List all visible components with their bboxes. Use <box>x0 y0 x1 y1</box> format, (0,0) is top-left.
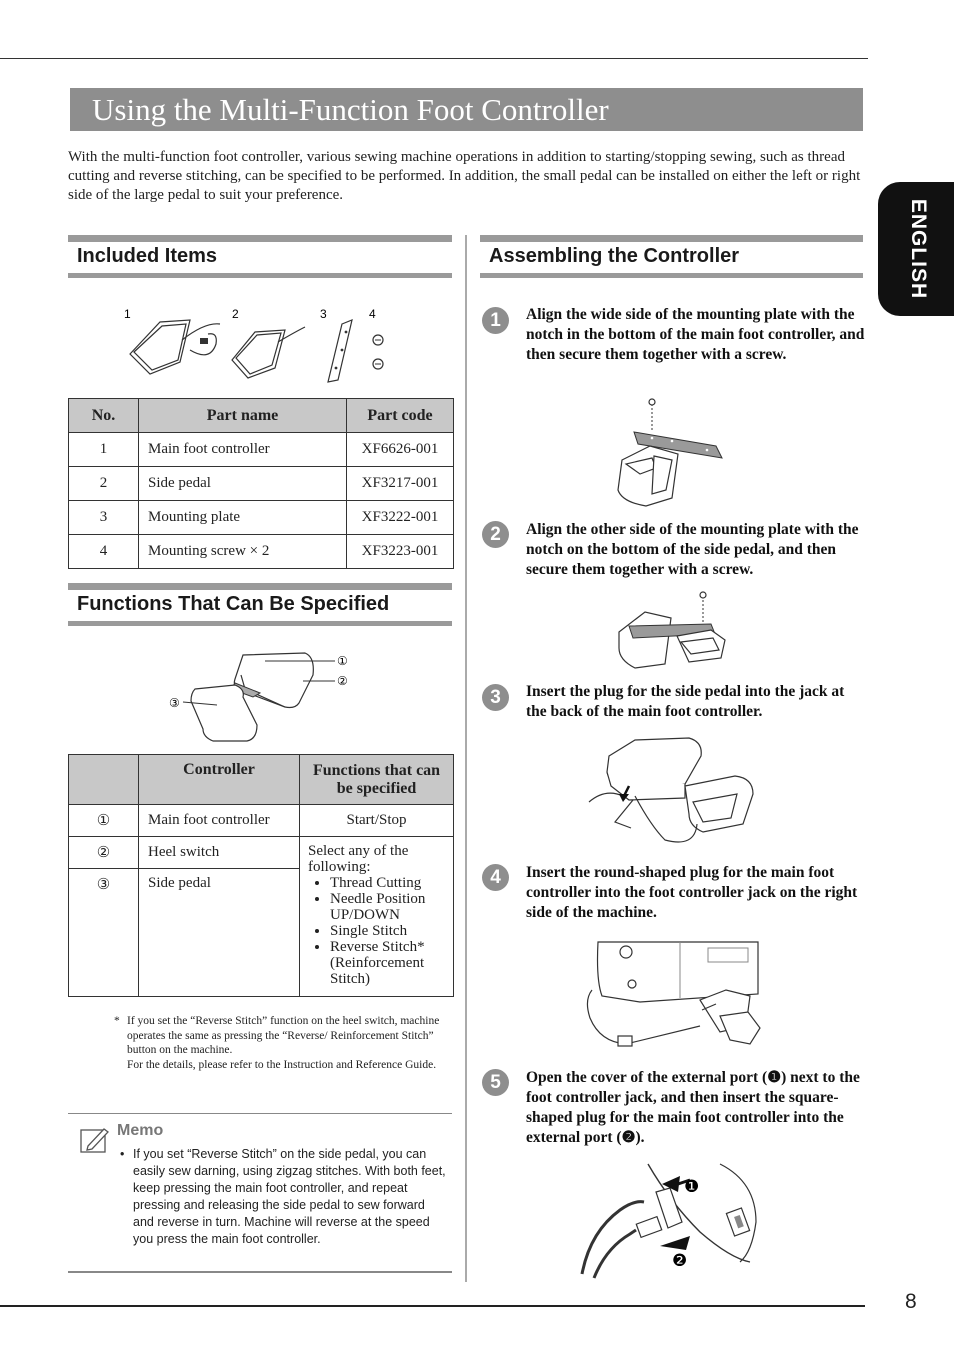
column-divider <box>465 235 467 1282</box>
figure-label: ❶ <box>684 1177 700 1197</box>
intro-paragraph: With the multi-function foot controller, various sewing machine operations in addition to starting/stopping sewing, such as thread cutting and reverse stitching, can be specified to be performed. In addition, the small pedal can be installed on either the left or right side of the large pedal to suit your preference. <box>68 149 861 203</box>
part-no: 2 <box>69 467 139 501</box>
table-row <box>69 805 454 837</box>
language-tab-label: ENGLISH <box>907 198 930 300</box>
controller-name: Main foot controller <box>139 805 300 837</box>
footnote-mark: * <box>114 1015 120 1027</box>
memo-title: Memo <box>117 1122 164 1139</box>
step-number: 2 <box>482 521 509 548</box>
table-header: No. <box>69 399 139 433</box>
step-3-illustration <box>585 736 757 850</box>
memo-text <box>118 1146 448 1248</box>
part-code: XF3217-001 <box>347 467 454 501</box>
controller-function: Start/Stop <box>300 805 454 837</box>
step-number: 3 <box>482 684 509 711</box>
footnote-text-2: For the details, please refer to the Instruction and Reference Guide. <box>127 1058 437 1071</box>
step-text-part: ) next to the foot controller jack, and then insert the square-shaped plug for the main foot controller into the external port ( <box>526 1069 860 1146</box>
list-item: • Thread Cutting <box>330 875 445 891</box>
part-name: Main foot controller <box>139 433 347 467</box>
memo-top-rule <box>68 1113 452 1114</box>
assembling-heading: Assembling the Controller <box>480 235 863 278</box>
shared-function-cell <box>300 837 454 997</box>
memo-icon <box>80 1126 110 1154</box>
figure-label: 1 <box>124 307 131 321</box>
figure-label: ❷ <box>672 1251 688 1271</box>
step-text: Align the wide side of the mounting plate with the notch in the bottom of the main foot controller, and then secure them together with a screw. <box>526 306 865 363</box>
figure-label: 3 <box>320 307 327 321</box>
figure-label: ② <box>337 674 348 688</box>
step-ref-2: ❷ <box>621 1129 636 1146</box>
memo-body: If you set “Reverse Stitch” on the side pedal, you can easily sew darning, using zigzag stitches. With both feet, keep pressing the main foot controller, and repeat pressing and releasing the side pedal to sew forward and reverse in turn. Machine will reverse at the speed you press the main foot controller. <box>133 1147 446 1246</box>
step-1-illustration <box>612 398 732 508</box>
step-number: 5 <box>482 1069 509 1096</box>
part-code: XF3222-001 <box>347 501 454 535</box>
part-no: 3 <box>69 501 139 535</box>
list-item: • Reverse Stitch* (Reinforcement Stitch) <box>330 939 445 987</box>
function-intro: Select any of the following: <box>308 843 409 875</box>
controller-no: ① <box>69 805 139 837</box>
language-tab <box>878 182 954 316</box>
list-item: • Single Stitch <box>330 923 445 939</box>
function-options <box>308 875 445 987</box>
figure-label: ③ <box>169 696 180 710</box>
figure-label: ① <box>337 654 348 668</box>
figure-label: 2 <box>232 307 239 321</box>
footnote <box>114 1014 454 1072</box>
step-5-illustration <box>580 1162 762 1280</box>
step-text: Align the other side of the mounting plate with the notch on the bottom of the side pedal, and then secure them together with a screw. <box>526 521 859 578</box>
part-name: Mounting plate <box>139 501 347 535</box>
step-text: Insert the plug for the side pedal into the jack at the back of the main foot controller. <box>526 683 845 720</box>
footnote-text: If you set the “Reverse Stitch” function on the heel switch, machine operates the same as pressing the “Reverse/ Reinforcement Stitch” button on the machine. <box>127 1015 440 1056</box>
controller-name: Side pedal <box>139 869 300 997</box>
page-title: Using the Multi-Function Foot Controller <box>70 88 863 131</box>
figure-label: 4 <box>369 307 376 321</box>
mounting-plate-icon <box>328 320 352 382</box>
step-text-part: ). <box>635 1129 645 1146</box>
part-name: Side pedal <box>139 467 347 501</box>
functions-table <box>68 754 454 997</box>
top-rule <box>0 58 868 59</box>
controller-no: ③ <box>69 869 139 997</box>
functions-heading: Functions That Can Be Specified <box>68 583 452 626</box>
included-items-heading: Included Items <box>68 235 452 278</box>
step-4-illustration <box>580 940 762 1048</box>
table-row <box>69 467 454 501</box>
part-no: 1 <box>69 433 139 467</box>
part-name: Mounting screw × 2 <box>139 535 347 569</box>
step-text-part: Open the cover of the external port ( <box>526 1069 768 1086</box>
table-header: Part name <box>139 399 347 433</box>
side-pedal-icon <box>232 327 305 378</box>
list-item: • Needle Position UP/DOWN <box>330 891 445 923</box>
part-code: XF3223-001 <box>347 535 454 569</box>
page-number: 8 <box>905 1290 917 1313</box>
memo-bullet: • <box>120 1147 125 1161</box>
table-row <box>69 501 454 535</box>
memo-bottom-rule <box>68 1271 452 1273</box>
included-items-table <box>68 398 454 569</box>
part-code: XF6626-001 <box>347 433 454 467</box>
step-number: 4 <box>482 864 509 891</box>
table-row <box>69 433 454 467</box>
table-header: Controller <box>139 755 300 805</box>
part-no: 4 <box>69 535 139 569</box>
table-row <box>69 837 454 869</box>
mounting-screw-icon <box>373 335 383 369</box>
table-header <box>69 755 139 805</box>
step-text: Insert the round-shaped plug for the main foot controller into the foot controller jack on the right side of the machine. <box>526 864 858 921</box>
step-2-illustration <box>615 590 730 670</box>
step-number: 1 <box>482 307 509 334</box>
controller-name: Heel switch <box>139 837 300 869</box>
included-items-illustration <box>120 302 400 384</box>
step-ref-1: ❶ <box>767 1069 782 1086</box>
bottom-rule <box>0 1305 865 1307</box>
functions-illustration <box>165 645 365 745</box>
controller-no: ② <box>69 837 139 869</box>
table-row <box>69 535 454 569</box>
table-header: Functions that can be specified <box>300 755 454 805</box>
main-foot-controller-icon <box>130 320 220 374</box>
step-text <box>526 1068 866 1148</box>
table-header: Part code <box>347 399 454 433</box>
